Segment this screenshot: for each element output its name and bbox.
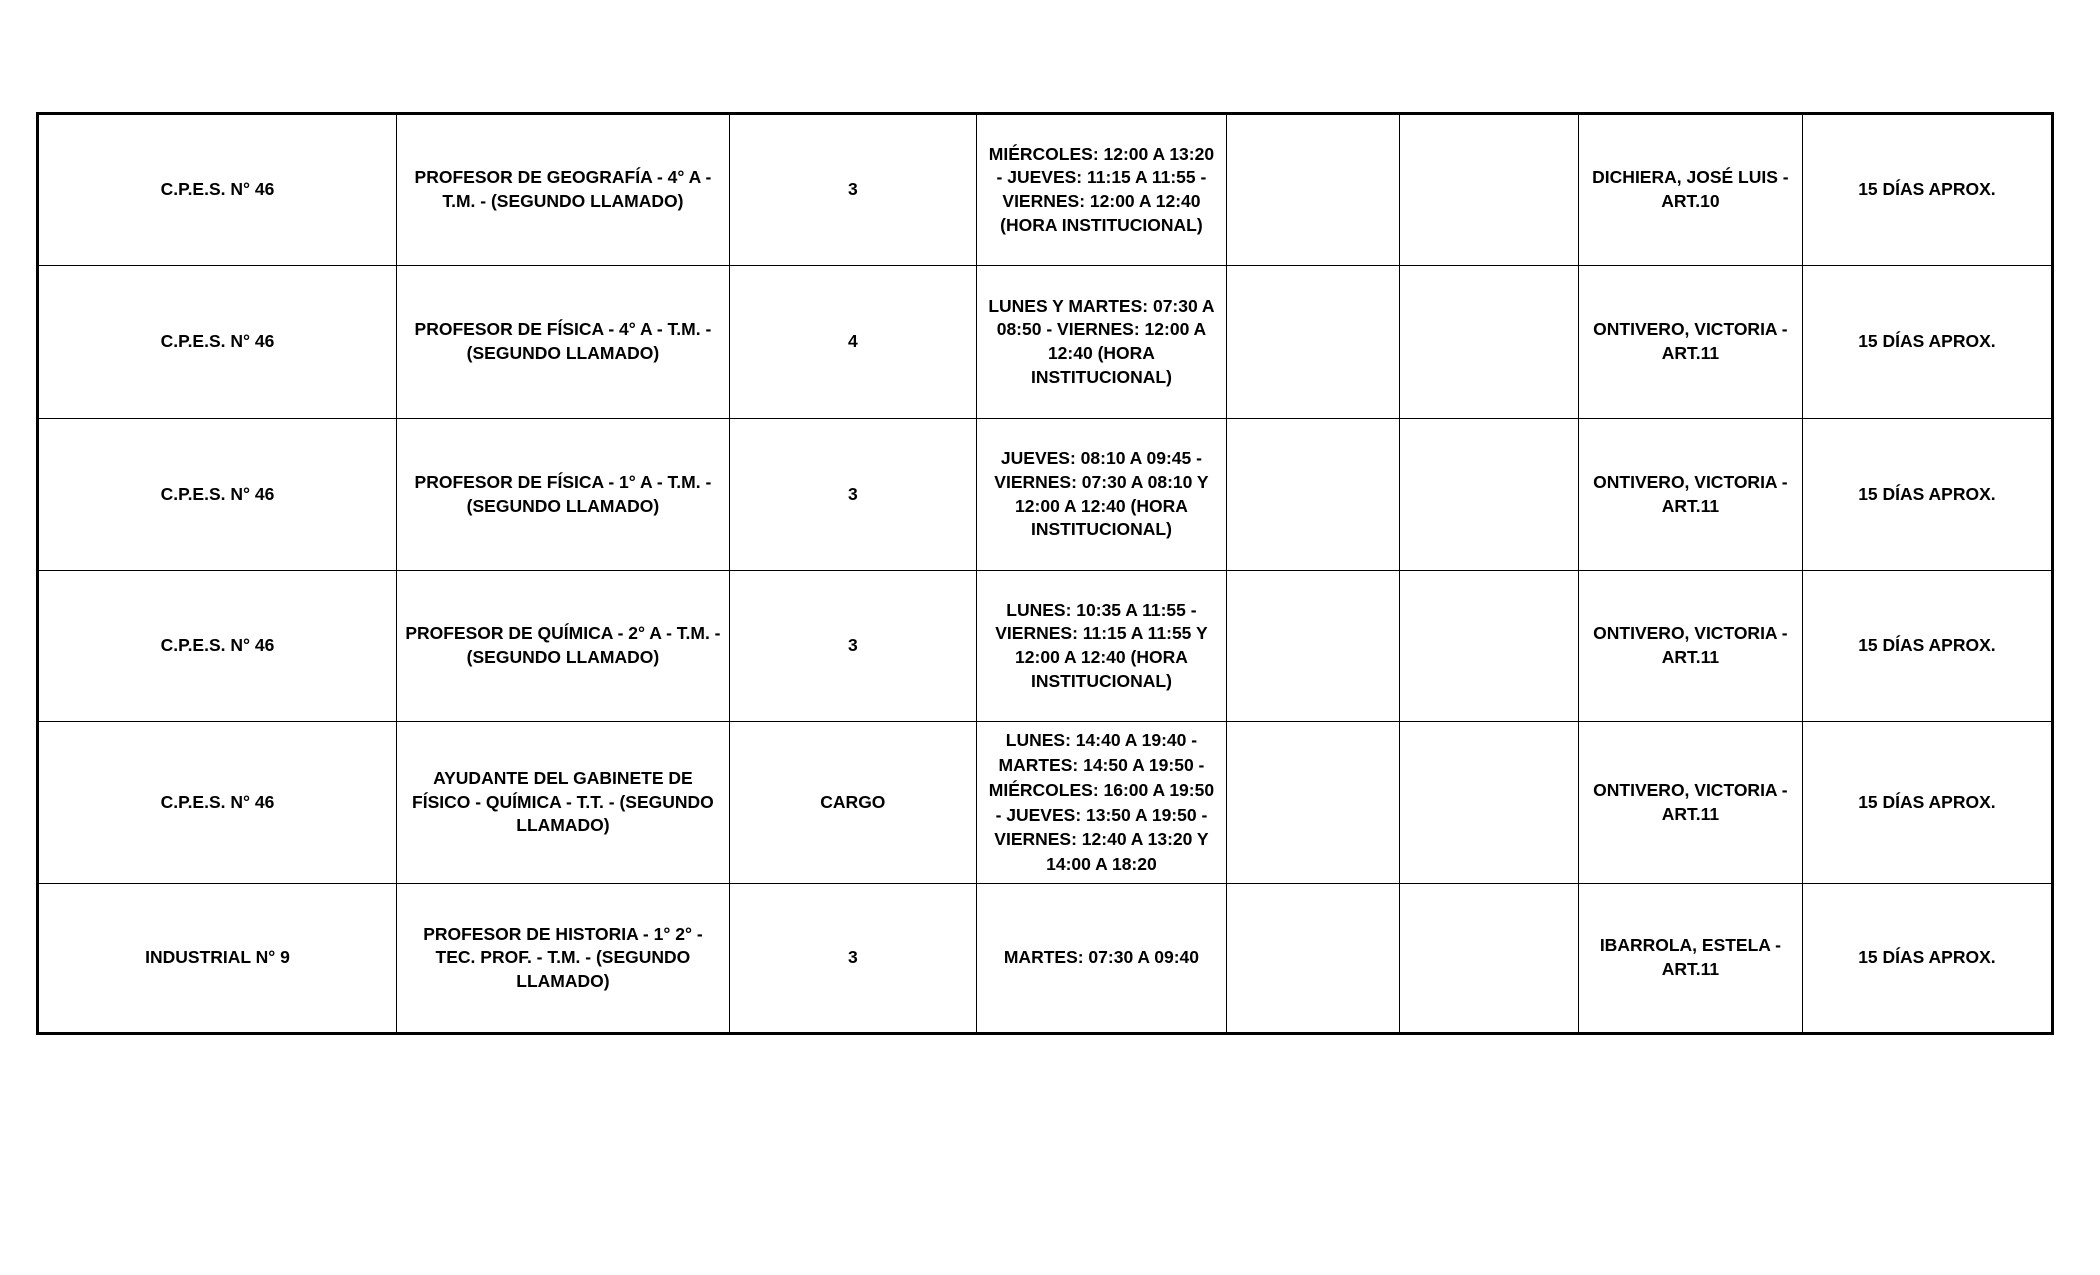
- cell-position: PROFESOR DE QUÍMICA - 2° A - T.M. - (SEGUNDO LLAMADO): [397, 571, 730, 722]
- cell-blank-1: [1227, 571, 1400, 722]
- cell-blank-1: [1227, 419, 1400, 571]
- table-row: [38, 114, 2053, 266]
- cell-blank-1: [1227, 884, 1400, 1034]
- cell-position: PROFESOR DE HISTORIA - 1° 2° - TEC. PROF. - T.M. - (SEGUNDO LLAMADO): [397, 884, 730, 1034]
- table-row: [38, 884, 2053, 1034]
- cell-blank-1: [1227, 266, 1400, 419]
- cell-replaced-person: ONTIVERO, VICTORIA - ART.11: [1578, 266, 1802, 419]
- cell-position: PROFESOR DE GEOGRAFÍA - 4° A - T.M. - (SEGUNDO LLAMADO): [397, 114, 730, 266]
- cell-position: AYUDANTE DEL GABINETE DE FÍSICO - QUÍMICA - T.T. - (SEGUNDO LLAMADO): [397, 722, 730, 884]
- cell-blank-2: [1400, 722, 1579, 884]
- cell-school: C.P.E.S. N° 46: [38, 419, 397, 571]
- cell-schedule: MARTES: 07:30 A 09:40: [976, 884, 1226, 1034]
- cell-schedule: LUNES: 10:35 A 11:55 - VIERNES: 11:15 A 11:55 Y 12:00 A 12:40 (HORA INSTITUCIONAL): [976, 571, 1226, 722]
- cell-blank-1: [1227, 114, 1400, 266]
- cell-replaced-person: ONTIVERO, VICTORIA - ART.11: [1578, 419, 1802, 571]
- table-row: [38, 571, 2053, 722]
- cell-blank-2: [1400, 419, 1579, 571]
- cell-replaced-person: IBARROLA, ESTELA - ART.11: [1578, 884, 1802, 1034]
- cell-school: C.P.E.S. N° 46: [38, 571, 397, 722]
- cell-schedule: LUNES: 14:40 A 19:40 - MARTES: 14:50 A 19:50 - MIÉRCOLES: 16:00 A 19:50 - JUEVES: 13:50 A 19:50 - VIERNES: 12:40 A 13:20 Y 14:00 A 18:20: [976, 722, 1226, 884]
- table-row: [38, 419, 2053, 571]
- cell-school: C.P.E.S. N° 46: [38, 266, 397, 419]
- cell-blank-1: [1227, 722, 1400, 884]
- cell-blank-2: [1400, 571, 1579, 722]
- cell-school: C.P.E.S. N° 46: [38, 114, 397, 266]
- cell-duration: 15 DÍAS APROX.: [1802, 571, 2052, 722]
- cell-position: PROFESOR DE FÍSICA - 1° A - T.M. - (SEGUNDO LLAMADO): [397, 419, 730, 571]
- cell-hours: CARGO: [729, 722, 976, 884]
- cell-schedule: MIÉRCOLES: 12:00 A 13:20 - JUEVES: 11:15 A 11:55 - VIERNES: 12:00 A 12:40 (HORA INSTITUCIONAL): [976, 114, 1226, 266]
- cell-school: INDUSTRIAL N° 9: [38, 884, 397, 1034]
- cell-hours: 3: [729, 419, 976, 571]
- cell-schedule: JUEVES: 08:10 A 09:45 - VIERNES: 07:30 A 08:10 Y 12:00 A 12:40 (HORA INSTITUCIONAL): [976, 419, 1226, 571]
- cell-replaced-person: ONTIVERO, VICTORIA - ART.11: [1578, 722, 1802, 884]
- cell-duration: 15 DÍAS APROX.: [1802, 419, 2052, 571]
- cell-replaced-person: DICHIERA, JOSÉ LUIS - ART.10: [1578, 114, 1802, 266]
- vacancies-table: [36, 112, 2054, 1035]
- cell-duration: 15 DÍAS APROX.: [1802, 884, 2052, 1034]
- cell-hours: 3: [729, 571, 976, 722]
- cell-hours: 3: [729, 114, 976, 266]
- table-row: [38, 722, 2053, 884]
- cell-hours: 4: [729, 266, 976, 419]
- cell-blank-2: [1400, 114, 1579, 266]
- cell-school: C.P.E.S. N° 46: [38, 722, 397, 884]
- cell-replaced-person: ONTIVERO, VICTORIA - ART.11: [1578, 571, 1802, 722]
- cell-position: PROFESOR DE FÍSICA - 4° A - T.M. - (SEGUNDO LLAMADO): [397, 266, 730, 419]
- cell-duration: 15 DÍAS APROX.: [1802, 722, 2052, 884]
- table-row: [38, 266, 2053, 419]
- cell-duration: 15 DÍAS APROX.: [1802, 114, 2052, 266]
- cell-duration: 15 DÍAS APROX.: [1802, 266, 2052, 419]
- cell-blank-2: [1400, 884, 1579, 1034]
- cell-blank-2: [1400, 266, 1579, 419]
- cell-schedule: LUNES Y MARTES: 07:30 A 08:50 - VIERNES: 12:00 A 12:40 (HORA INSTITUCIONAL): [976, 266, 1226, 419]
- cell-hours: 3: [729, 884, 976, 1034]
